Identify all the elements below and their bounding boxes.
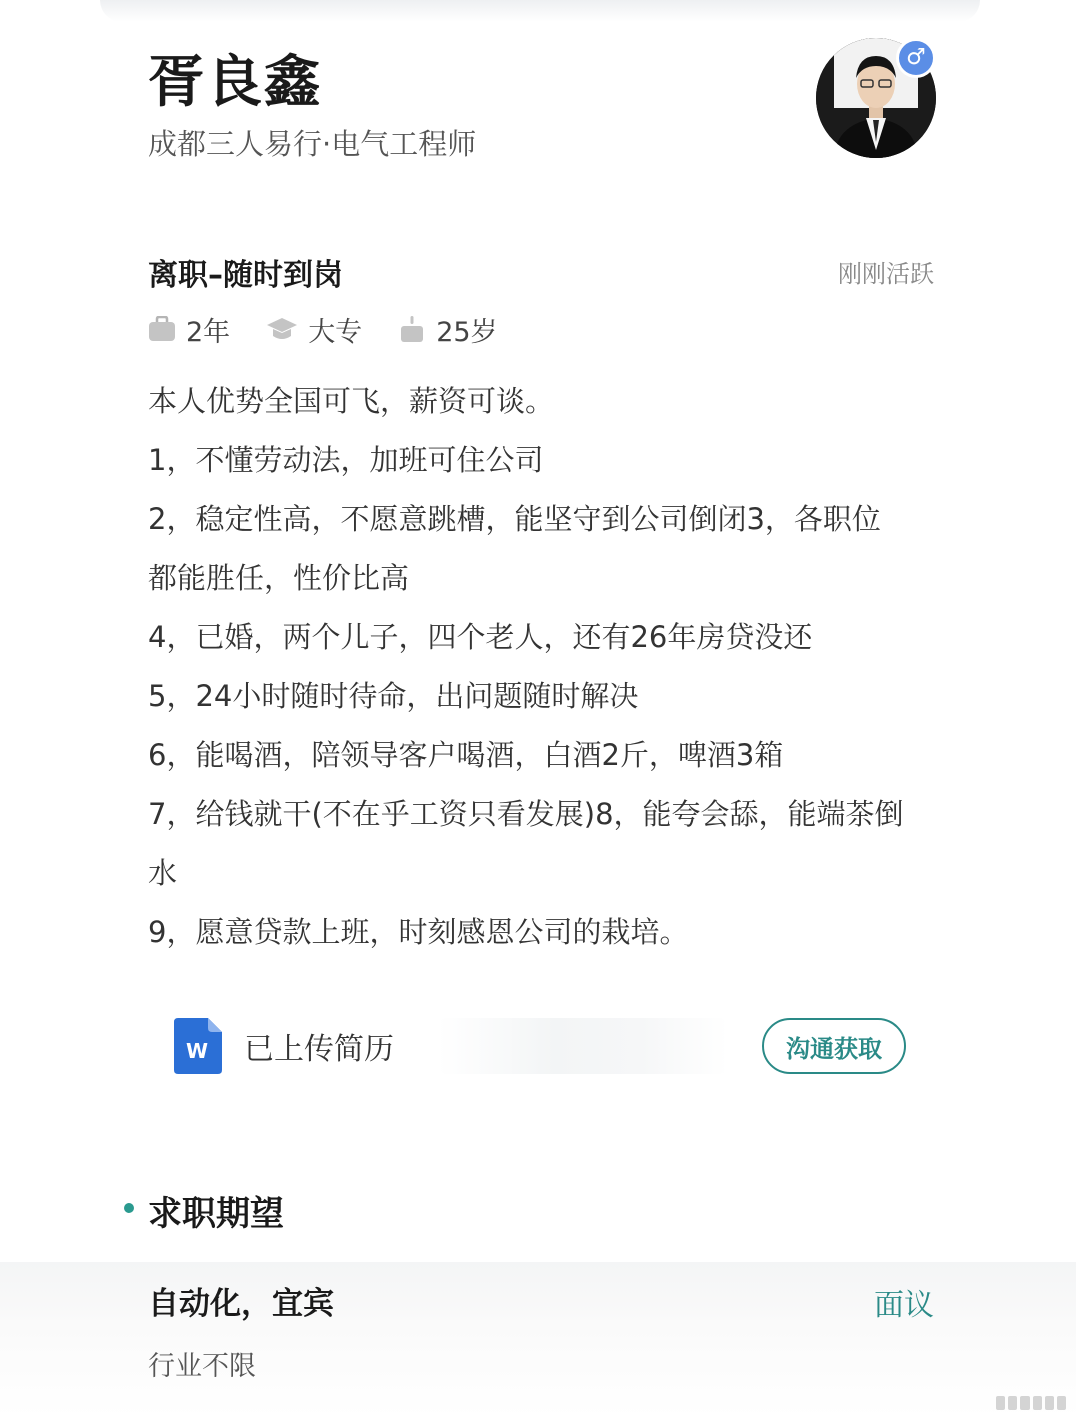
section-title-expectation: 求职期望 [148, 1194, 284, 1234]
experience-item [148, 310, 230, 349]
cake-icon [398, 315, 426, 343]
job-status: 离职–随时到岗 [148, 258, 343, 293]
experience-text: 2年 [186, 316, 231, 348]
avatar-container[interactable] [816, 38, 936, 158]
male-gender-icon: ♂ [896, 38, 936, 78]
age-text: 25岁 [436, 316, 498, 348]
resume-blur-overlay [438, 1018, 728, 1074]
age-item [398, 310, 497, 349]
meta-row [148, 312, 534, 346]
description-line: 都能胜任，性价比高 [148, 561, 410, 595]
briefcase-icon [148, 316, 176, 342]
contact-to-get-resume-button[interactable]: 沟通获取 [762, 1018, 906, 1074]
section-bullet-dot [124, 1203, 134, 1213]
candidate-name: 胥良鑫 [148, 50, 322, 115]
description-line: 2，稳定性高，不愿意跳槽，能坚守到公司倒闭3，各职位 [148, 502, 881, 536]
description-line: 6，能喝酒，陪领导客户喝酒，白酒2斤，啤酒3箱 [148, 738, 784, 772]
activity-status: 刚刚活跃 [838, 260, 934, 288]
description-line: 水 [148, 856, 178, 890]
expected-industry: 行业不限 [148, 1351, 256, 1382]
resume-label: 已上传简历 [244, 1032, 394, 1067]
education-text: 大专 [308, 316, 363, 348]
word-icon-letter: W [185, 1039, 209, 1063]
description-line: 1，不懂劳动法，加班可住公司 [148, 443, 544, 477]
top-fade [100, 0, 980, 22]
description-line: 9，愿意贷款上班，时刻感恩公司的栽培。 [148, 915, 689, 949]
word-document-icon [174, 1018, 222, 1074]
education-item [266, 310, 362, 349]
watermark-graphic [996, 1396, 1066, 1410]
description-line: 7，给钱就干(不在乎工资只看发展)8，能夸会舔，能端茶倒 [148, 797, 904, 831]
description-line: 5，24小时随时待命，出问题随时解决 [148, 679, 639, 713]
description-line: 4，已婚，两个儿子，四个老人，还有26年房贷没还 [148, 620, 813, 654]
resume-attachment[interactable] [148, 1000, 938, 1092]
graduation-cap-icon [266, 316, 298, 342]
candidate-subtitle: 成都三人易行·电气工程师 [148, 127, 477, 161]
expected-role-location[interactable]: 自动化，宜宾 [148, 1286, 334, 1322]
expected-salary: 面议 [874, 1288, 934, 1323]
self-description [148, 372, 948, 962]
description-line: 本人优势全国可飞，薪资可谈。 [148, 384, 555, 418]
